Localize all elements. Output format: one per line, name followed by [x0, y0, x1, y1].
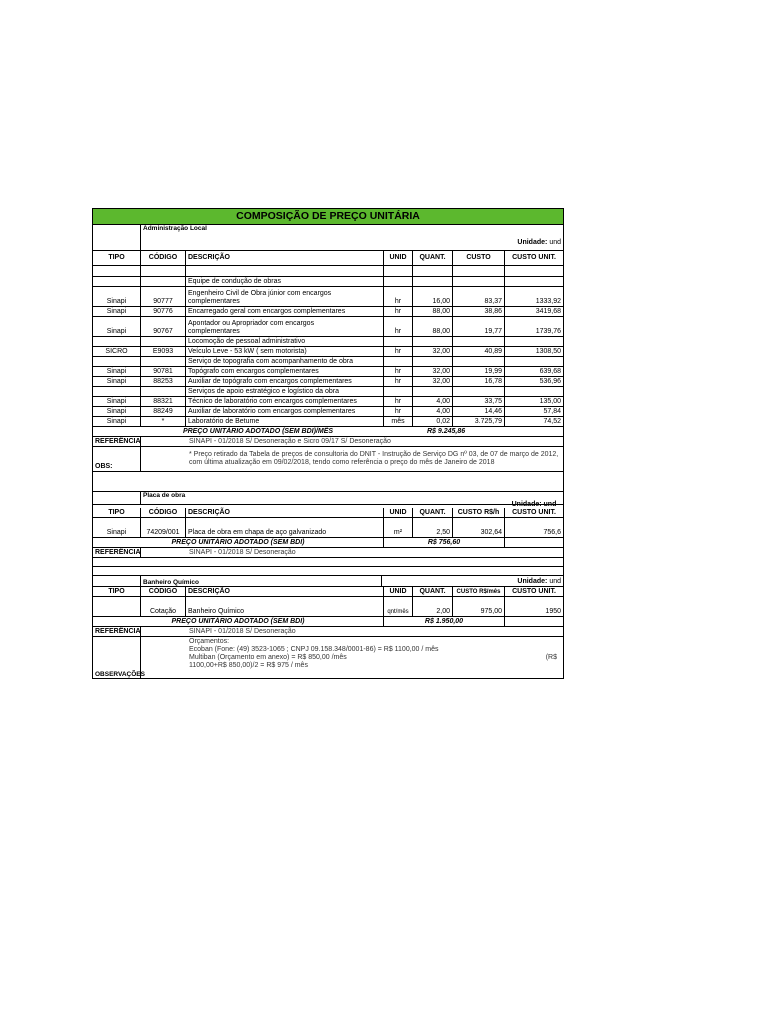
row-custo: 302,64 [453, 518, 505, 537]
placa-price-label: PREÇO UNITÁRIO ADOTADO (SEM BDI) [93, 538, 384, 547]
reference-label: REFERÊNCIA [95, 437, 141, 445]
banheiro-price-value: R$ 1.950,00 [384, 617, 505, 626]
placa-reference-row [93, 548, 563, 558]
row-total: 1950 [545, 607, 561, 615]
table-row [93, 337, 563, 347]
row-custo: 83,37 [453, 287, 505, 306]
table-row: Sinapi 90767 Apontador ou Apropriador com encargos complementares hr 88,00 19,77 1739,76 [93, 317, 563, 337]
table-row: SICRO E9093 Veículo Leve - 53 kW ( sem motorista) hr 32,00 40,89 1308,50 [93, 347, 563, 357]
row-unid: m² [384, 518, 413, 537]
banheiro-reference-row [93, 627, 563, 637]
banheiro-price-row [93, 617, 563, 627]
row-quant: 16,00 [413, 287, 453, 306]
header-unid: UNID [384, 251, 413, 265]
table-row [93, 387, 563, 397]
admin-spacer-row [93, 266, 563, 277]
admin-unidade: Unidade: und [517, 238, 561, 246]
row-codigo: 90777 [141, 287, 186, 306]
table-row [93, 597, 563, 617]
header-codigo: CÓDIGO [141, 251, 186, 265]
admin-section-row [93, 225, 563, 236]
row-total: 756,6 [543, 528, 561, 536]
header-descricao: DESCRIÇÃO [186, 251, 384, 265]
row-unid: hr [384, 287, 413, 306]
banheiro-obs-row [93, 637, 563, 678]
table-row [93, 518, 563, 538]
row-tipo: Sinapi [93, 518, 141, 537]
reference-value: SINAPI - 01/2018 S/ Desoneração e Sicro 09/17 S/ Desoneração [189, 437, 391, 445]
obs-label: OBS: [93, 447, 141, 471]
row-description: Apontador ou Apropriador com encargos complementares [186, 317, 384, 336]
placa-section-row [93, 492, 563, 504]
blank-row [93, 472, 563, 492]
reference-value: SINAPI - 01/2018 S/ Desoneração [189, 627, 296, 635]
banheiro-section-label: Banheiro Químico [143, 578, 199, 586]
placa-price-value: R$ 756,60 [384, 538, 505, 547]
header-tipo: TIPO [93, 251, 141, 265]
row-description: Serviços de apoio estratégico e logístico da obra [186, 387, 384, 396]
table-row: Sinapi 88321 Técnico de laboratório com encargos complementares hr 4,00 33,75 135,00 [93, 397, 563, 407]
obs-text: * Preço retirado da Tabela de preços de consultoria do DNIT - Instrução de Serviço DG nº 03, de 07 de março de 2012, com última atualização em 09/02/2018, tendo como referência o preço do mês de Janeiro de 2018 [189, 450, 559, 466]
price-composition-sheet [92, 208, 564, 679]
table-row: Sinapi 88253 Auxiliar de topógrafo com encargos complementares hr 32,00 16,78 536,96 [93, 377, 563, 387]
admin-obs-row [93, 447, 563, 472]
placa-section-label: Placa de obra [143, 492, 186, 499]
placa-unidade-header: Unidade: und CUSTO UNIT. [511, 500, 557, 516]
header-quant: QUANT. [413, 251, 453, 265]
banheiro-section-row [93, 576, 563, 587]
admin-price-label: PREÇO UNITÁRIO ADOTADO (SEM BDI)/MÊS [182, 427, 334, 435]
sheet-title: COMPOSIÇÃO DE PREÇO UNITÁRIA [93, 209, 563, 225]
row-description: Laboratório de Betume [186, 417, 384, 426]
admin-price-row [93, 427, 563, 437]
row-unid: qnt/mês [384, 597, 413, 616]
admin-header-row [93, 251, 563, 266]
reference-value: SINAPI - 01/2018 S/ Desoneração [189, 548, 296, 556]
banheiro-header-row: TIPO CÓDIGO DESCRIÇÃO UNID QUANT. CUSTO R$/mês CUSTO UNIT. [93, 587, 563, 597]
row-description: Auxiliar de topógrafo com encargos complementares [186, 377, 384, 386]
row-description: Auxiliar de laboratório com encargos complementares [186, 407, 384, 416]
row-codigo: Cotação [141, 597, 186, 616]
table-row: Sinapi 90781 Topógrafo com encargos complementares hr 32,00 19,99 639,68 [93, 367, 563, 377]
admin-price-value: R$ 9.245,86 [427, 427, 466, 435]
table-row [93, 357, 563, 367]
reference-label: REFERÊNCIA [95, 627, 141, 635]
obs-label: OBSERVAÇÕES [93, 637, 141, 678]
row-quant: 2,50 [413, 518, 453, 537]
obs-text: Orçamentos: Ecoban (Fone: (49) 3523-1065 ; CNPJ 09.158.348/0001-86) = R$ 1100,00 / mês Multiban (Orçamento em anexo) = R$ 850,00 /mês (R$ 1100,00+R$ 850,00)/2 = R$ 975 / mês [189, 638, 557, 670]
table-row [93, 287, 563, 307]
row-description: Locomoção de pessoal administrativo [186, 337, 384, 346]
table-row: Sinapi * Laboratório de Betume mês 0,02 3.725,79 74,52 [93, 417, 563, 427]
table-row [93, 277, 563, 287]
table-row: Sinapi 88249 Auxiliar de laboratório com encargos complementares hr 4,00 14,46 57,84 [93, 407, 563, 417]
admin-reference-row [93, 437, 563, 447]
banheiro-price-label: PREÇO UNITÁRIO ADOTADO (SEM BDI) [93, 617, 384, 626]
row-description: Banheiro Químico [186, 597, 384, 616]
banheiro-unidade: Unidade: und [381, 576, 563, 586]
placa-header-row: TIPO CÓDIGO DESCRIÇÃO UNID QUANT. CUSTO R$/h Unidade: und CUSTO UNIT. [93, 508, 563, 518]
row-total: 1333,92 [535, 297, 561, 305]
header-custo: CUSTO [453, 251, 505, 265]
table-row: Sinapi 90776 Encarregado geral com encargos complementares hr 88,00 38,86 3419,68 [93, 307, 563, 317]
reference-label: REFERÊNCIA [95, 548, 141, 556]
row-description: Equipe de condução de obras [186, 277, 384, 286]
header-custo-unit: CUSTO UNIT. [512, 253, 556, 261]
row-custo: 975,00 [453, 597, 505, 616]
admin-unidade-row [93, 236, 563, 251]
row-description: Topógrafo com encargos complementares [186, 367, 384, 376]
row-description: Técnico de laboratório com encargos complementares [186, 397, 384, 406]
placa-price-row [93, 538, 563, 548]
blank-row [93, 567, 563, 576]
row-description: Placa de obra em chapa de aço galvanizado [186, 518, 384, 537]
row-tipo: Sinapi [93, 287, 141, 306]
row-quant: 2,00 [413, 597, 453, 616]
row-description: Serviço de topografia com acompanhamento de obra [186, 357, 384, 366]
admin-section-label: Administração Local [143, 225, 207, 232]
row-description: Encarregado geral com encargos complementares [186, 307, 384, 316]
row-description: Veículo Leve - 53 kW ( sem motorista) [186, 347, 384, 356]
row-description: Engenheiro Civil de Obra júnior com encargos complementares [186, 287, 384, 306]
row-codigo: 74209/001 [141, 518, 186, 537]
blank-row [93, 558, 563, 567]
